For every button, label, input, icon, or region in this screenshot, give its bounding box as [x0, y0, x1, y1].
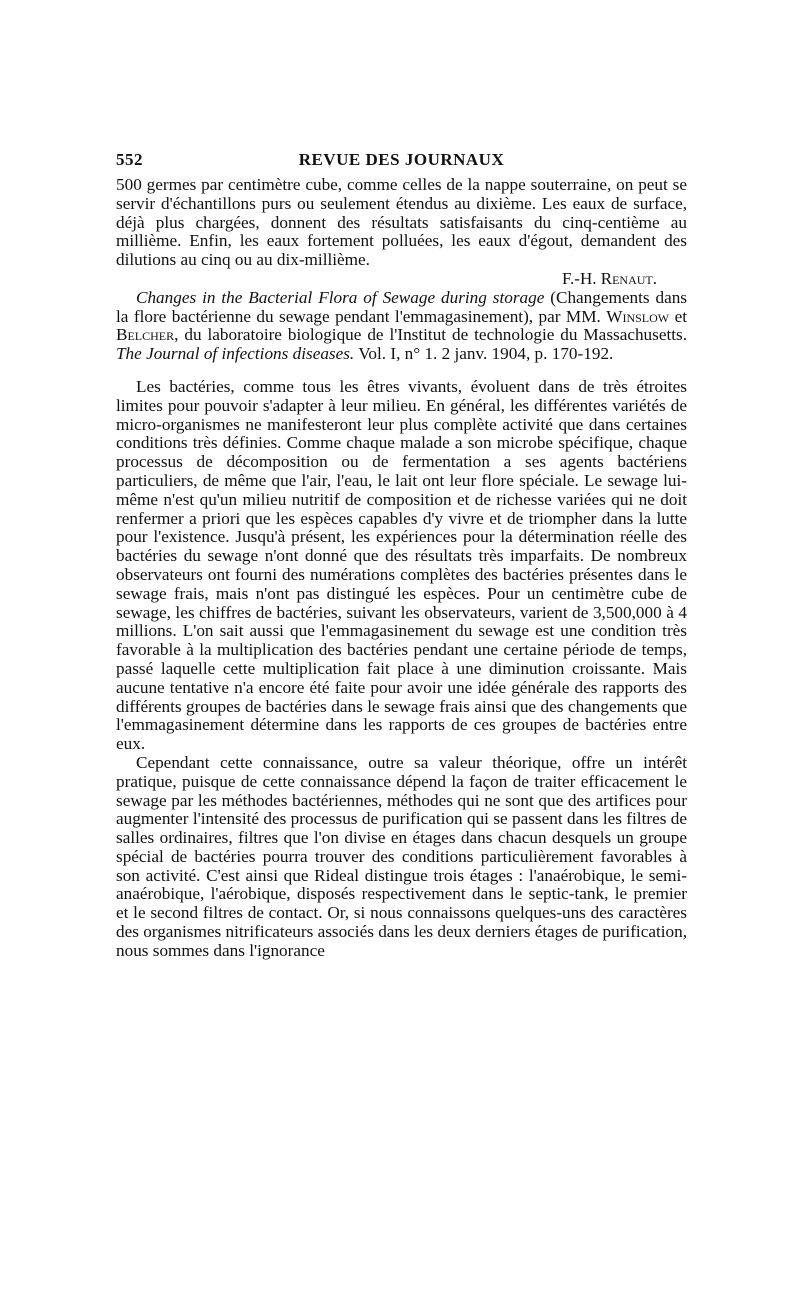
author-affiliation: , du laboratoire biologique de l'Institut de technologie du Massachusetts.: [174, 325, 687, 345]
continuation-paragraph: 500 germes par centimètre cube, comme celles de la nappe souterraine, on peut se servir d'échantillons purs ou seulement étendus au dixième. Les eaux de surface, déjà plus chargées, donnent des résultats satisfaisants du cinq-centième au millième. Enfin, les eaux fortement polluées, les eaux d'égout, demandent des dilutions au cinq ou au dix-millième.: [116, 175, 687, 270]
page-number: 552: [116, 150, 143, 169]
author-signature: [116, 270, 687, 289]
running-head: [116, 150, 687, 176]
body-paragraph: Les bactéries, comme tous les êtres vivants, évoluent dans de très étroites limites pour pouvoir s'adapter à leur milieu. En général, les différentes variétés de micro-organismes ne manifesteront leur plus complète activité que dans certaines conditions très définies. Comme chaque malade a son microbe spécifique, chaque processus de décomposition ou de fermentation a ses agents bactériens particuliers, de même que l'air, l'eau, le lait ont leur flore spéciale. Le sewage lui-même n'est qu'un milieu nutritif de composition et de richesse variées qui ne doit renfermer a priori que les espèces capables d'y vivre et de triompher dans la lutte pour l'existence. Jusqu'à présent, les expériences pour la détermination réelle des bactéries du sewage n'ont donné que des résultats très imparfaits. De nombreux observateurs ont fourni des numérations complètes des bactéries présentes dans le sewage frais, mais n'ont pas distingué les espèces. Pour un centimètre cube de sewage, les chiffres de bactéries, suivant les observateurs, varient de 3,500,000 à 4 millions. L'on sait aussi que l'emmagasinement du sewage est une condition très favorable à la multiplication des bactéries pendant une certaine période de temps, passé laquelle cette multiplication fait place à une diminution croissante. Mais aucune tentative n'a encore été faite pour avoir une idée générale des rapports des différents groupes de bactéries dans le sewage frais ainsi que des changements que l'emmagasinement détermine dans les rapports de ces groupes de bactéries entre eux.: [116, 376, 687, 754]
body-paragraph: Cependant cette connaissance, outre sa valeur théorique, offre un intérêt pratique, puisque de cette connaissance dépend la façon de traiter efficacement le sewage par les méthodes bactériennes, méthodes qui ne sont que des artifices pour augmenter l'intensité des processus de purification qui se passent dans les filtres de salles ordinaires, filtres que l'on divise en étages dans chacun desquels un groupe spécial de bactéries pourra trouver des conditions particulièrement favorables à son activité. C'est ainsi que Rideal distingue trois étages : l'anaérobique, le semi-anaérobique, l'aérobique, disposés respectivement dans le septic-tank, le premier et le second filtres de contact. Or, si nous connaissons quelques-uns des caractères des organismes nitrificateurs associés dans les deux derniers étages de purification, nous sommes dans l'ignorance: [116, 752, 687, 960]
article-title: Changes in the Bacterial Flora of Sewage during storage: [136, 287, 545, 307]
journal-name: The Journal of infections diseases.: [116, 344, 355, 364]
author-conjunction: et: [669, 306, 687, 326]
article-body: [116, 176, 687, 961]
journal-title: REVUE DES JOURNAUX: [298, 150, 505, 169]
signature-name: F.-H. Renaut.: [561, 268, 657, 288]
article-translation: (Changements dans la flore bactérienne du sewage pendant l'emmagasinement), par MM.: [116, 287, 687, 326]
citation-details: Vol. I, n° 1. 2 janv. 1904, p. 170-192.: [354, 344, 614, 364]
author-name-1: Winslow: [606, 306, 670, 326]
article-citation: [116, 289, 687, 364]
author-name-2: Belcher: [116, 325, 175, 345]
